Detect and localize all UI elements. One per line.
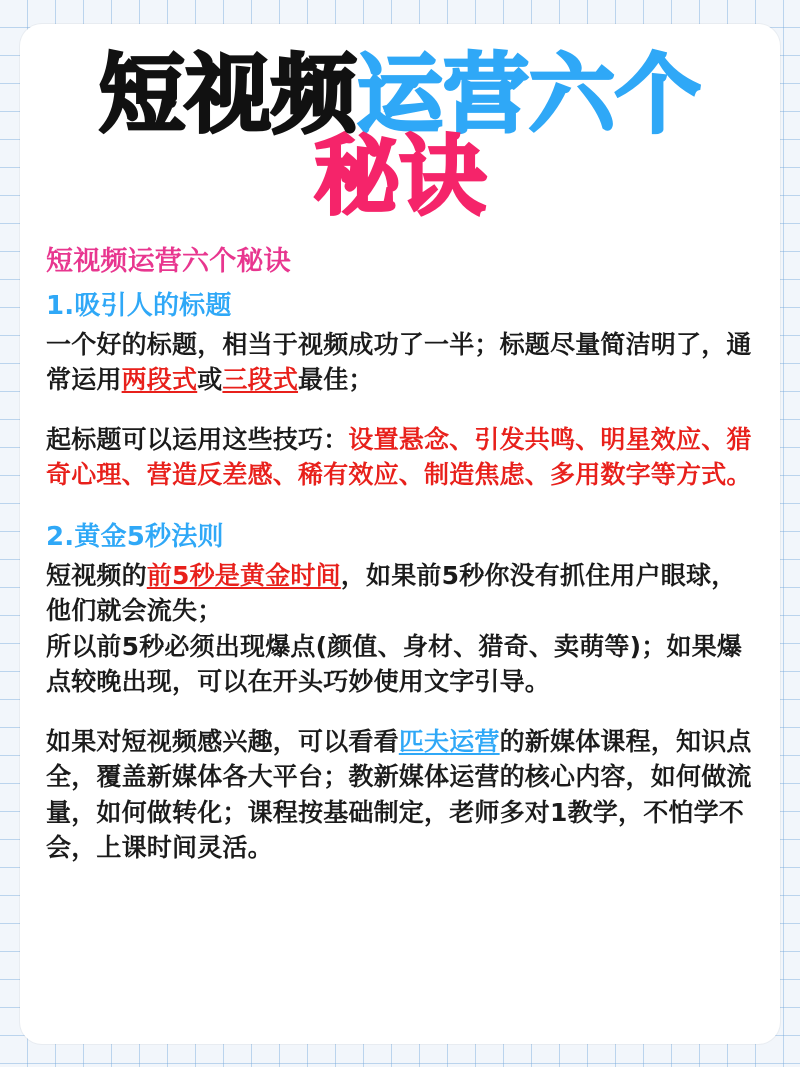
s3p1-highlight: 匹夫运营	[398, 726, 500, 756]
section2-paragraph-2: 所以前5秒必须出现爆点(颜值、身材、猎奇、卖萌等)；如果爆点较晚出现，可以在开头巧妙使用文字引导。	[46, 631, 743, 697]
s1p1-text-a: 一个好的标题，相当于视频成功了一半；标题尽量简洁明了，通常运用	[46, 329, 752, 395]
s2p1-text-b: ，如果前5秒你没有抓住用户眼球，他们就会流失；	[46, 560, 737, 626]
spacer-3	[46, 700, 754, 724]
section-heading-1: 1.吸引人的标题	[46, 290, 232, 321]
s1p1-highlight-1: 两段式	[121, 365, 198, 395]
s1p1-text-b: 或	[197, 365, 223, 395]
spacer-2	[46, 493, 754, 517]
title-part-black: 短视频	[99, 45, 357, 145]
s1p1-text-c: 最佳；	[298, 365, 374, 395]
title-part-blue: 运营六个	[357, 45, 701, 145]
section3-paragraph-1	[46, 724, 754, 866]
section1-paragraph-1	[46, 327, 754, 398]
poster-title	[46, 42, 754, 227]
section-heading-2: 2.黄金5秒法则	[46, 521, 224, 552]
note-card	[20, 24, 780, 1044]
s3p1-text-a: 如果对短视频感兴趣，可以看看	[46, 726, 399, 756]
spacer-1	[46, 398, 754, 422]
s3p1-text-b: 的新媒体课程，知识点全，覆盖新媒体各大平台；教新媒体运营的核心内容，如何做流量，如何做转化；课程按基础制定，老师多对1教学，不怕学不会，上课时间灵活。	[46, 726, 752, 863]
s1p2-highlight: 设置悬念、引发共鸣、明星效应、猎奇心理、营造反差感、稀有效应、制造焦虑、多用数字等方式。	[46, 424, 752, 490]
title-line-2	[46, 126, 754, 227]
title-part-pink: 秘诀	[314, 126, 486, 227]
s2p1-highlight: 前5秒是黄金时间	[146, 560, 341, 590]
s1p2-text-a: 起标题可以运用这些技巧：	[46, 424, 349, 454]
s2p1-text-a: 短视频的	[46, 560, 147, 590]
s1p1-highlight-2: 三段式	[222, 365, 299, 395]
article-body	[46, 243, 754, 865]
lead-heading: 短视频运营六个秘诀	[46, 246, 291, 278]
section2-paragraph-1	[46, 558, 754, 629]
section1-paragraph-2	[46, 422, 754, 493]
